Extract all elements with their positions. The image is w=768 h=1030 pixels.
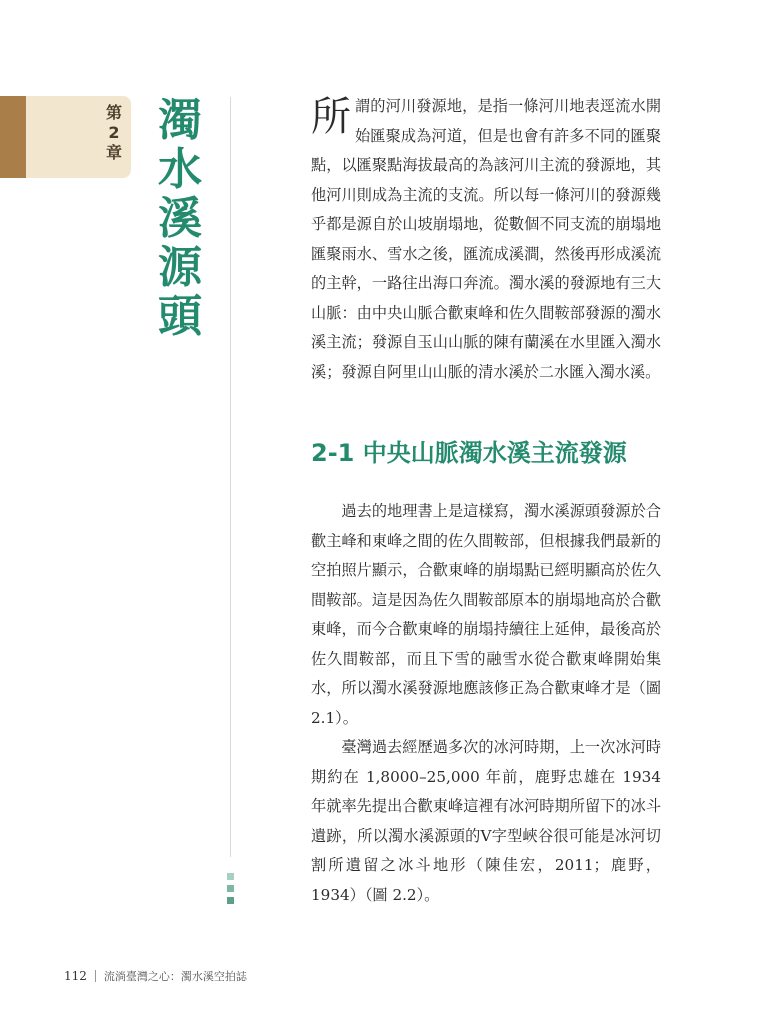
chapter-title — [150, 96, 210, 341]
section-heading: 2-1 中央山脈濁水溪主流發源 — [311, 439, 627, 467]
chapter-title-char: 源 — [158, 242, 202, 293]
body-paragraph: 臺灣過去經歷過多次的冰河時期，上一次冰河時期約在 1,8000–25,000 年前，鹿野忠雄在 1934 年就率先提出合歡東峰這裡有冰河時期所留下的冰斗遺跡，所以濁水溪源頭的V字型峽谷很可能是冰河切割所遺留之冰斗地形（陳佳宏，2011；鹿野，1934）（圖 2.2）。 — [311, 738, 661, 904]
chapter-number — [103, 103, 125, 163]
book-title: 流淌臺灣之心：濁水溪空拍誌 — [103, 970, 247, 983]
chapter-title-char: 頭 — [158, 291, 202, 342]
chapter-title-char: 溪 — [158, 193, 202, 244]
decorative-square — [227, 897, 234, 904]
chapter-label-char: 2 — [108, 123, 120, 142]
page-footer — [64, 968, 247, 984]
chapter-title-char: 濁 — [158, 95, 202, 146]
intro-text: 謂的河川發源地，是指一條河川地表逕流水開始匯聚成為河道，但是也會有許多不同的匯聚點，以匯聚點海拔最高的為該河川主流的發源地，其他河川則成為主流的支流。所以每一條河川的發源幾乎都是源自於山坡崩塌地，從數個不同支流的崩塌地匯聚雨水、雪水之後，匯流成溪澗，然後再形成溪流的主幹，一路往出海口奔流。濁水溪的發源地有三大山脈：由中央山脈合歡東峰和佐久間鞍部發源的濁水溪主流；發源自玉山山脈的陳有蘭溪在水里匯入濁水溪；發源自阿里山山脈的清水溪於二水匯入濁水溪。 — [311, 97, 661, 381]
intro-paragraph — [311, 92, 661, 387]
section-body — [311, 497, 661, 910]
decorative-square — [227, 873, 234, 880]
chapter-label-char: 章 — [105, 143, 122, 162]
decorative-square — [227, 885, 234, 892]
chapter-label-char: 第 — [105, 103, 122, 122]
vertical-divider — [230, 97, 231, 857]
chapter-tab-edge — [0, 96, 26, 178]
drop-cap: 所 — [311, 94, 351, 140]
body-paragraph: 過去的地理書上是這樣寫，濁水溪源頭發源於合歡主峰和東峰之間的佐久間鞍部，但根據我們最新的空拍照片顯示，合歡東峰的崩塌點已經明顯高於佐久間鞍部。這是因為佐久間鞍部原本的崩塌地高於合歡東峰，而今合歡東峰的崩塌持續往上延伸，最後高於佐久間鞍部，而且下雪的融雪水從合歡東峰開始集水，所以濁水溪發源地應該修正為合歡東峰才是（圖 2.1）。 — [311, 502, 661, 727]
footer-separator — [95, 970, 96, 982]
chapter-title-char: 水 — [158, 144, 202, 195]
page-number: 112 — [64, 969, 87, 983]
